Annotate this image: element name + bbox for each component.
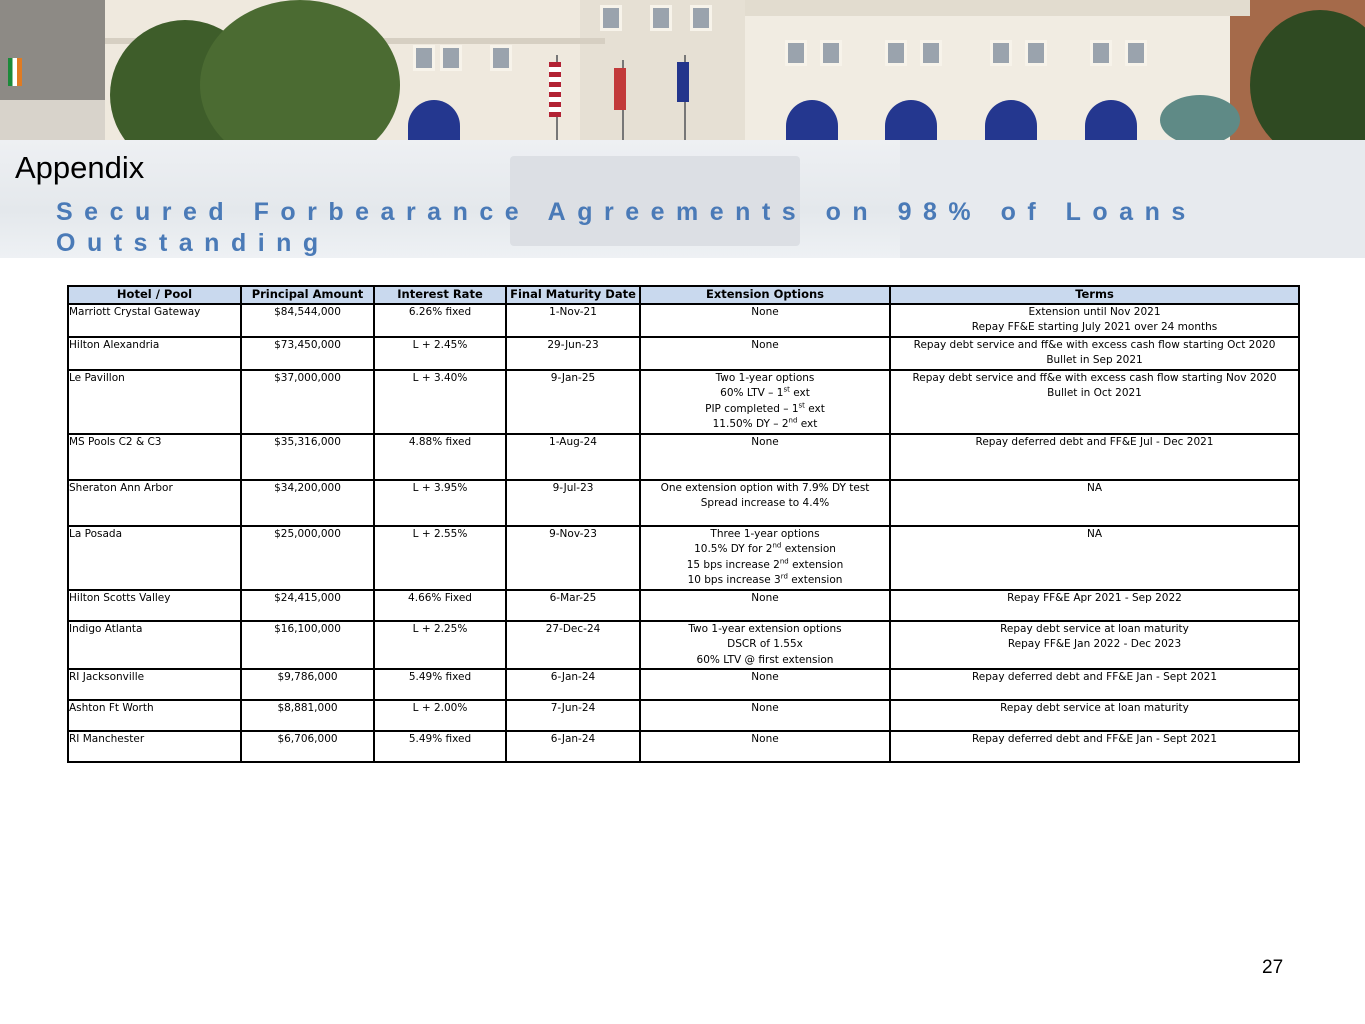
cell-line: Repay FF&E Apr 2021 - Sep 2022: [1007, 591, 1182, 604]
column-header: Interest Rate: [374, 286, 506, 304]
terms-cell: [890, 621, 1299, 670]
header-photo: [0, 0, 1365, 140]
terms-cell: [890, 669, 1299, 700]
principal-cell: $24,415,000: [241, 590, 374, 621]
window: [785, 40, 807, 66]
cell-line: None: [751, 671, 779, 683]
table-row: [68, 337, 1299, 370]
page-subtitle: Secured Forbearance Agreements on 98% of Loans Outstanding: [56, 198, 1197, 257]
maturity-date-cell: 6-Mar-25: [506, 590, 640, 621]
window: [990, 40, 1012, 66]
hotel-name-cell: Marriott Crystal Gateway: [68, 304, 241, 337]
cell-line: 10 bps increase 3rd extension: [687, 572, 843, 586]
cell-line: None: [751, 591, 779, 604]
principal-cell: $34,200,000: [241, 480, 374, 526]
cell-line: 10.5% DY for 2nd extension: [694, 541, 836, 555]
cell-line: Repay debt service at loan maturity: [1000, 622, 1189, 635]
table-row: [68, 434, 1299, 480]
window: [650, 5, 672, 31]
column-header: Extension Options: [640, 286, 890, 304]
cell-line: Repay debt service and ff&e with excess cash flow starting Oct 2020: [913, 338, 1276, 351]
terms-cell: [890, 304, 1299, 337]
flag-icon: [677, 62, 689, 102]
cell-line: Bullet in Sep 2021: [1046, 354, 1143, 366]
us-flag-icon: [549, 62, 561, 117]
table-row: [68, 731, 1299, 762]
table-row: [68, 700, 1299, 731]
cell-line: 60% LTV – 1st ext: [720, 385, 810, 399]
principal-cell: $25,000,000: [241, 526, 374, 590]
interest-rate-cell: 6.26% fixed: [374, 304, 506, 337]
cell-line: NA: [1086, 481, 1103, 494]
cell-line: Repay FF&E starting July 2021 over 24 months: [971, 321, 1218, 333]
principal-cell: $73,450,000: [241, 337, 374, 370]
terms-cell: [890, 590, 1299, 621]
interest-rate-cell: 5.49% fixed: [374, 731, 506, 762]
hotel-name-cell: Hilton Alexandria: [68, 337, 241, 370]
window: [920, 40, 942, 66]
hotel-name-cell: Indigo Atlanta: [68, 621, 241, 670]
terms-cell: [890, 526, 1299, 590]
maturity-date-cell: 9-Jan-25: [506, 370, 640, 434]
maturity-date-cell: 9-Jul-23: [506, 480, 640, 526]
principal-cell: $84,544,000: [241, 304, 374, 337]
interest-rate-cell: L + 3.40%: [374, 370, 506, 434]
terms-cell: [890, 700, 1299, 731]
cell-line: Repay deferred debt and FF&E Jan - Sept 2021: [971, 671, 1218, 683]
extension-options-cell: [640, 370, 890, 434]
cell-line: Spread increase to 4.4%: [700, 497, 830, 509]
maturity-date-cell: 1-Nov-21: [506, 304, 640, 337]
maturity-date-cell: 29-Jun-23: [506, 337, 640, 370]
extension-options-cell: [640, 526, 890, 590]
window: [1090, 40, 1112, 66]
maturity-date-cell: 6-Jan-24: [506, 731, 640, 762]
hotel-name-cell: Hilton Scotts Valley: [68, 590, 241, 621]
terms-cell: [890, 731, 1299, 762]
flag-icon: [614, 68, 626, 110]
extension-options-cell: [640, 731, 890, 762]
cell-line: Repay deferred debt and FF&E Jul - Dec 2021: [975, 435, 1214, 448]
window: [690, 5, 712, 31]
forbearance-table: [67, 285, 1300, 763]
extension-options-cell: [640, 621, 890, 670]
extension-options-cell: [640, 480, 890, 526]
cell-line: Bullet in Oct 2021: [1047, 387, 1142, 399]
table-row: [68, 590, 1299, 621]
interest-rate-cell: 4.66% Fixed: [374, 590, 506, 621]
extension-options-cell: [640, 304, 890, 337]
terms-cell: [890, 434, 1299, 480]
window: [1025, 40, 1047, 66]
cell-line: None: [751, 338, 779, 351]
cell-line: 15 bps increase 2nd extension: [686, 557, 844, 571]
maturity-date-cell: 27-Dec-24: [506, 621, 640, 670]
principal-cell: $8,881,000: [241, 700, 374, 731]
cell-line: NA: [1086, 527, 1103, 540]
cell-line: One extension option with 7.9% DY test: [660, 481, 870, 494]
cell-line: None: [751, 435, 779, 448]
table-row: [68, 526, 1299, 590]
maturity-date-cell: 6-Jan-24: [506, 669, 640, 700]
window: [885, 40, 907, 66]
window: [490, 45, 512, 71]
maturity-date-cell: 9-Nov-23: [506, 526, 640, 590]
hotel-name-cell: Sheraton Ann Arbor: [68, 480, 241, 526]
cornice: [745, 0, 1250, 16]
window: [440, 45, 462, 71]
cell-line: Repay FF&E Jan 2022 - Dec 2023: [1007, 638, 1182, 650]
maturity-date-cell: 1-Aug-24: [506, 434, 640, 480]
principal-cell: $16,100,000: [241, 621, 374, 670]
cell-line: Extension until Nov 2021: [1028, 305, 1161, 318]
table-header-row: [68, 286, 1299, 304]
column-header: Terms: [890, 286, 1299, 304]
statue: [1160, 95, 1240, 140]
cell-line: Two 1-year extension options: [688, 622, 842, 635]
interest-rate-cell: 4.88% fixed: [374, 434, 506, 480]
hotel-name-cell: Le Pavillon: [68, 370, 241, 434]
cell-line: Repay debt service at loan maturity: [1000, 702, 1189, 714]
interest-rate-cell: 5.49% fixed: [374, 669, 506, 700]
window: [1125, 40, 1147, 66]
hotel-name-cell: Ashton Ft Worth: [68, 700, 241, 731]
principal-cell: $9,786,000: [241, 669, 374, 700]
interest-rate-cell: L + 3.95%: [374, 480, 506, 526]
extension-options-cell: [640, 434, 890, 480]
cell-line: None: [751, 305, 779, 318]
terms-cell: [890, 337, 1299, 370]
column-header: Principal Amount: [241, 286, 374, 304]
maturity-date-cell: 7-Jun-24: [506, 700, 640, 731]
hotel-name-cell: La Posada: [68, 526, 241, 590]
hotel-name-cell: MS Pools C2 & C3: [68, 434, 241, 480]
table-row: [68, 304, 1299, 337]
table-row: [68, 480, 1299, 526]
window: [820, 40, 842, 66]
principal-cell: $35,316,000: [241, 434, 374, 480]
table-row: [68, 621, 1299, 670]
cell-line: Three 1-year options: [710, 527, 820, 540]
column-header: Final Maturity Date: [506, 286, 640, 304]
cell-line: None: [751, 733, 779, 745]
cell-line: Repay debt service and ff&e with excess cash flow starting Nov 2020: [912, 371, 1277, 384]
interest-rate-cell: L + 2.25%: [374, 621, 506, 670]
principal-cell: $37,000,000: [241, 370, 374, 434]
page-title: Appendix: [15, 150, 145, 185]
table-row: [68, 370, 1299, 434]
cell-line: Two 1-year options: [715, 371, 815, 384]
cell-line: 60% LTV @ first extension: [696, 653, 834, 666]
interest-rate-cell: L + 2.55%: [374, 526, 506, 590]
cell-line: 11.50% DY – 2nd ext: [712, 416, 818, 430]
terms-cell: [890, 480, 1299, 526]
extension-options-cell: [640, 337, 890, 370]
hotel-name-cell: RI Jacksonville: [68, 669, 241, 700]
extension-options-cell: [640, 669, 890, 700]
flag-icon: [8, 58, 22, 86]
terms-cell: [890, 370, 1299, 434]
principal-cell: $6,706,000: [241, 731, 374, 762]
extension-options-cell: [640, 700, 890, 731]
hotel-name-cell: RI Manchester: [68, 731, 241, 762]
page-number: 27: [1262, 957, 1284, 978]
extension-options-cell: [640, 590, 890, 621]
cell-line: PIP completed – 1st ext: [705, 401, 825, 415]
column-header: Hotel / Pool: [68, 286, 241, 304]
cell-line: None: [751, 702, 779, 714]
interest-rate-cell: L + 2.45%: [374, 337, 506, 370]
cell-line: DSCR of 1.55x: [727, 638, 803, 650]
building-left-base: [0, 100, 110, 140]
interest-rate-cell: L + 2.00%: [374, 700, 506, 731]
cell-line: Repay deferred debt and FF&E Jan - Sept 2021: [971, 733, 1218, 745]
window: [600, 5, 622, 31]
window: [413, 45, 435, 71]
table-row: [68, 669, 1299, 700]
